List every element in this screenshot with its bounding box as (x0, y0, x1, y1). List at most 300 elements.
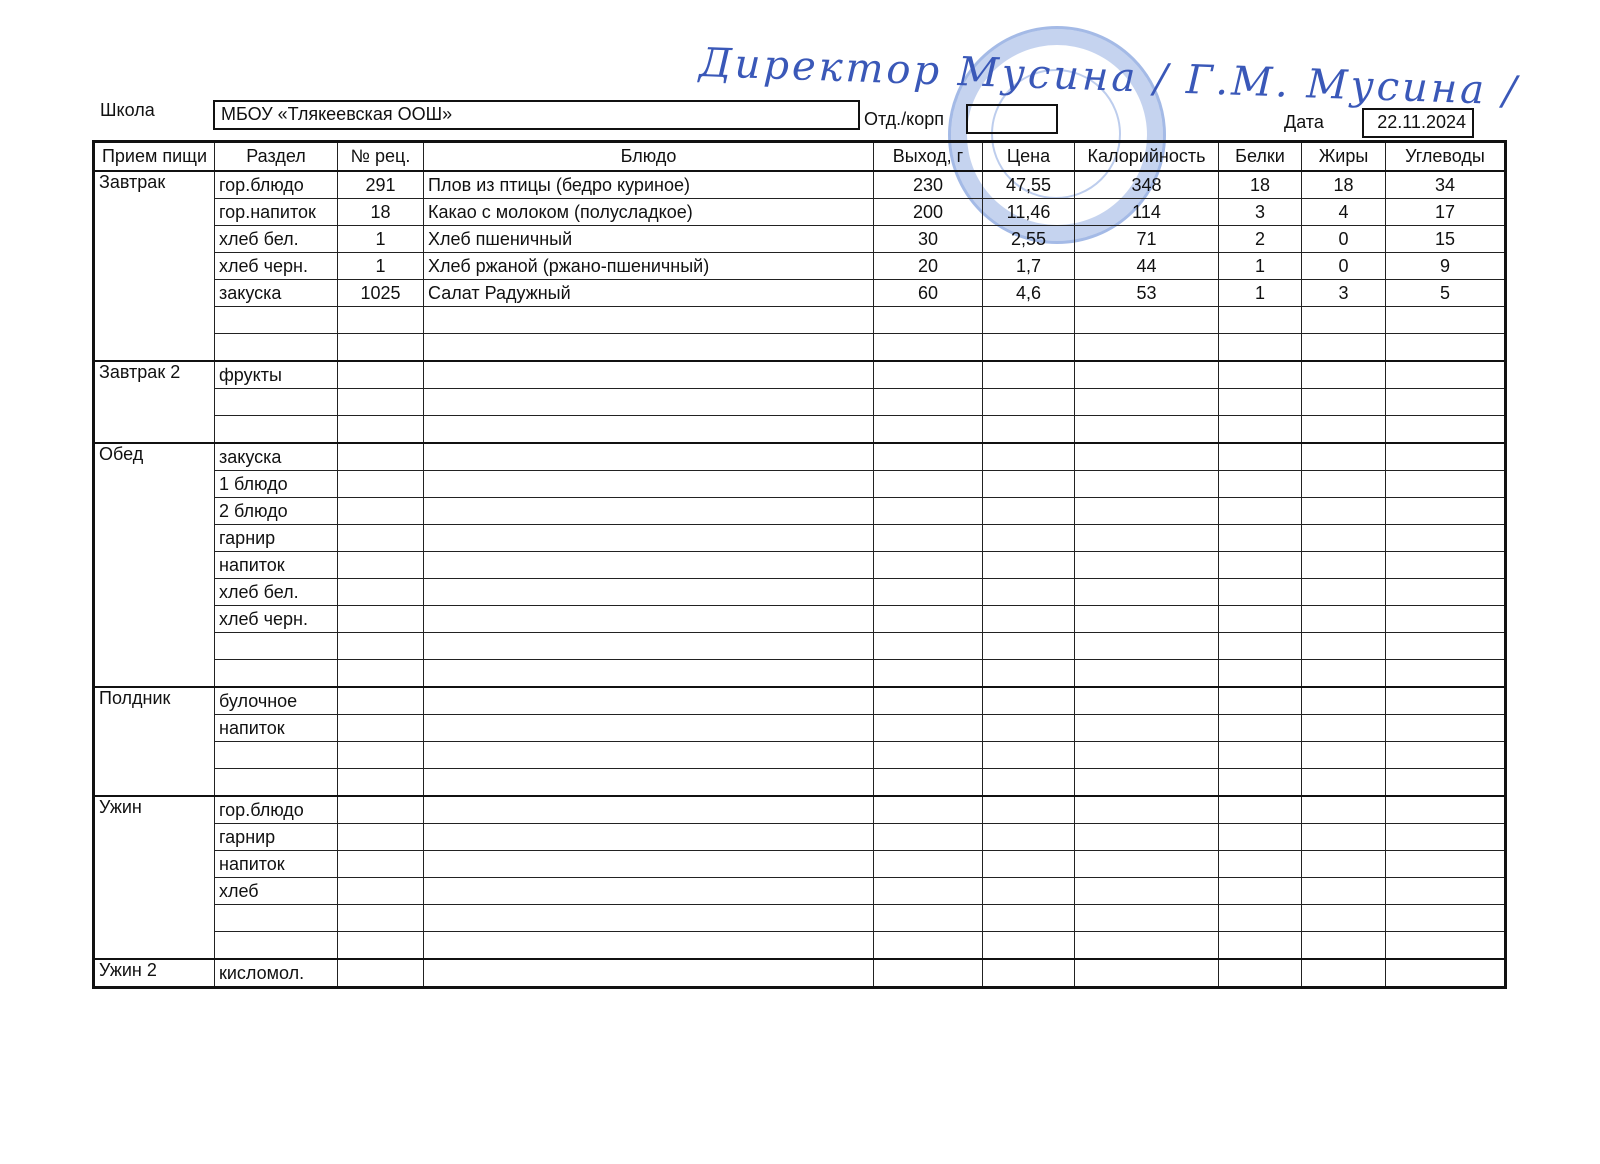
protein-cell (1219, 851, 1302, 878)
fat-cell (1302, 606, 1386, 633)
protein-cell (1219, 552, 1302, 579)
section-cell (215, 334, 338, 362)
table-row (94, 498, 1506, 525)
fat-cell (1302, 715, 1386, 742)
calories-cell (1075, 932, 1219, 960)
dish-cell (424, 334, 874, 362)
price-cell (983, 552, 1075, 579)
yield-cell (874, 443, 983, 471)
table-row (94, 199, 1506, 226)
yield-cell: 200 (874, 199, 983, 226)
section-cell: гарнир (215, 824, 338, 851)
dish-cell: Плов из птицы (бедро куриное) (424, 171, 874, 199)
section-cell (215, 932, 338, 960)
carbs-cell (1386, 715, 1506, 742)
yield-cell (874, 824, 983, 851)
protein-cell: 1 (1219, 253, 1302, 280)
recipe-cell (338, 851, 424, 878)
table-row (94, 606, 1506, 633)
section-cell: кисломол. (215, 959, 338, 988)
fat-cell (1302, 959, 1386, 988)
price-cell (983, 851, 1075, 878)
carbs-cell (1386, 905, 1506, 932)
table-row (94, 525, 1506, 552)
price-cell (983, 769, 1075, 797)
recipe-cell (338, 796, 424, 824)
calories-cell (1075, 471, 1219, 498)
section-cell: напиток (215, 715, 338, 742)
dish-cell (424, 824, 874, 851)
table-row (94, 905, 1506, 932)
recipe-cell (338, 307, 424, 334)
table-row (94, 226, 1506, 253)
fat-cell (1302, 389, 1386, 416)
dish-cell (424, 878, 874, 905)
carbs-cell (1386, 361, 1506, 389)
yield-cell (874, 687, 983, 715)
yield-cell (874, 361, 983, 389)
fat-cell (1302, 633, 1386, 660)
yield-cell (874, 905, 983, 932)
recipe-cell: 18 (338, 199, 424, 226)
school-field[interactable]: МБОУ «Тлякеевская ООШ» (213, 100, 860, 130)
protein-cell: 3 (1219, 199, 1302, 226)
meal-name-cell: Завтрак 2 (94, 361, 215, 443)
price-cell (983, 660, 1075, 688)
yield-cell (874, 416, 983, 444)
carbs-cell: 34 (1386, 171, 1506, 199)
table-row (94, 851, 1506, 878)
calories-cell (1075, 307, 1219, 334)
recipe-cell (338, 416, 424, 444)
calories-cell: 53 (1075, 280, 1219, 307)
section-cell: 1 блюдо (215, 471, 338, 498)
carbs-cell (1386, 389, 1506, 416)
protein-cell (1219, 307, 1302, 334)
yield-cell (874, 471, 983, 498)
calories-cell (1075, 552, 1219, 579)
protein-cell (1219, 443, 1302, 471)
carbs-cell (1386, 498, 1506, 525)
protein-cell (1219, 932, 1302, 960)
price-cell (983, 606, 1075, 633)
price-cell (983, 334, 1075, 362)
carbs-cell (1386, 579, 1506, 606)
yield-cell (874, 742, 983, 769)
calories-cell (1075, 905, 1219, 932)
calories-cell: 71 (1075, 226, 1219, 253)
calories-cell (1075, 715, 1219, 742)
dish-cell: Какао с молоком (полусладкое) (424, 199, 874, 226)
carbs-cell (1386, 932, 1506, 960)
table-row (94, 471, 1506, 498)
section-cell: гарнир (215, 525, 338, 552)
table-row (94, 171, 1506, 199)
recipe-cell (338, 742, 424, 769)
protein-cell: 1 (1219, 280, 1302, 307)
dish-cell (424, 389, 874, 416)
section-cell: закуска (215, 280, 338, 307)
dish-cell (424, 660, 874, 688)
yield-cell (874, 878, 983, 905)
header-section: Раздел (215, 142, 338, 172)
dish-cell (424, 307, 874, 334)
section-cell: булочное (215, 687, 338, 715)
recipe-cell (338, 334, 424, 362)
calories-cell (1075, 334, 1219, 362)
protein-cell (1219, 334, 1302, 362)
section-cell (215, 769, 338, 797)
price-cell: 4,6 (983, 280, 1075, 307)
price-cell: 11,46 (983, 199, 1075, 226)
fat-cell (1302, 552, 1386, 579)
calories-cell (1075, 498, 1219, 525)
calories-cell (1075, 742, 1219, 769)
section-cell: хлеб черн. (215, 606, 338, 633)
yield-cell (874, 660, 983, 688)
yield-cell (874, 633, 983, 660)
yield-cell (874, 715, 983, 742)
header-price: Цена (983, 142, 1075, 172)
yield-cell (874, 606, 983, 633)
carbs-cell (1386, 443, 1506, 471)
table-row (94, 824, 1506, 851)
table-row (94, 878, 1506, 905)
section-cell: хлеб бел. (215, 226, 338, 253)
fat-cell (1302, 687, 1386, 715)
price-cell (983, 579, 1075, 606)
fat-cell (1302, 660, 1386, 688)
carbs-cell (1386, 851, 1506, 878)
fat-cell (1302, 443, 1386, 471)
yield-cell (874, 851, 983, 878)
fat-cell (1302, 796, 1386, 824)
carbs-cell (1386, 307, 1506, 334)
price-cell (983, 796, 1075, 824)
calories-cell (1075, 389, 1219, 416)
fat-cell (1302, 334, 1386, 362)
carbs-cell (1386, 878, 1506, 905)
meal-name-cell: Ужин (94, 796, 215, 959)
price-cell (983, 307, 1075, 334)
calories-cell (1075, 769, 1219, 797)
dish-cell: Салат Радужный (424, 280, 874, 307)
director-signature: Директор Мусина / Г.М. Мусина / (698, 40, 1521, 115)
protein-cell: 18 (1219, 171, 1302, 199)
dish-cell (424, 769, 874, 797)
protein-cell (1219, 389, 1302, 416)
recipe-cell (338, 443, 424, 471)
carbs-cell (1386, 660, 1506, 688)
recipe-cell (338, 660, 424, 688)
recipe-cell: 1 (338, 253, 424, 280)
dish-cell (424, 525, 874, 552)
meal-name-cell: Завтрак (94, 171, 215, 361)
protein-cell (1219, 471, 1302, 498)
dish-cell (424, 742, 874, 769)
section-cell (215, 633, 338, 660)
dish-cell (424, 498, 874, 525)
carbs-cell (1386, 959, 1506, 988)
recipe-cell (338, 552, 424, 579)
dish-cell: Хлеб ржаной (ржано-пшеничный) (424, 253, 874, 280)
table-header-row (94, 142, 1506, 172)
dish-cell (424, 471, 874, 498)
carbs-cell (1386, 633, 1506, 660)
table-row (94, 633, 1506, 660)
price-cell (983, 742, 1075, 769)
calories-cell (1075, 824, 1219, 851)
recipe-cell (338, 498, 424, 525)
price-cell (983, 932, 1075, 960)
dish-cell (424, 796, 874, 824)
carbs-cell (1386, 824, 1506, 851)
meal-name-cell: Обед (94, 443, 215, 687)
protein-cell (1219, 959, 1302, 988)
recipe-cell: 1 (338, 226, 424, 253)
carbs-cell (1386, 796, 1506, 824)
recipe-cell (338, 606, 424, 633)
recipe-cell (338, 769, 424, 797)
dept-label: Отд./корп (864, 109, 944, 129)
price-cell (983, 633, 1075, 660)
calories-cell (1075, 525, 1219, 552)
price-cell (983, 525, 1075, 552)
recipe-cell (338, 878, 424, 905)
meal-name-cell: Полдник (94, 687, 215, 796)
yield-cell (874, 389, 983, 416)
table-row (94, 552, 1506, 579)
recipe-cell (338, 579, 424, 606)
date-field[interactable]: 22.11.2024 (1362, 108, 1474, 138)
dish-cell (424, 715, 874, 742)
fat-cell (1302, 361, 1386, 389)
calories-cell (1075, 606, 1219, 633)
dish-cell (424, 851, 874, 878)
calories-cell (1075, 796, 1219, 824)
recipe-cell (338, 525, 424, 552)
calories-cell: 348 (1075, 171, 1219, 199)
recipe-cell: 1025 (338, 280, 424, 307)
dish-cell (424, 959, 874, 988)
protein-cell (1219, 525, 1302, 552)
header-yield: Выход, г (874, 142, 983, 172)
table-row (94, 389, 1506, 416)
yield-cell (874, 796, 983, 824)
protein-cell (1219, 715, 1302, 742)
carbs-cell (1386, 525, 1506, 552)
carbs-cell (1386, 416, 1506, 444)
price-cell (983, 824, 1075, 851)
header-recipe: № рец. (338, 142, 424, 172)
school-label: Школа (100, 100, 155, 120)
dish-cell (424, 606, 874, 633)
fat-cell: 3 (1302, 280, 1386, 307)
price-cell (983, 498, 1075, 525)
protein-cell (1219, 796, 1302, 824)
price-cell (983, 443, 1075, 471)
protein-cell (1219, 769, 1302, 797)
fat-cell (1302, 307, 1386, 334)
calories-cell (1075, 687, 1219, 715)
section-cell: гор.блюдо (215, 796, 338, 824)
dish-cell (424, 633, 874, 660)
header-carbs: Углеводы (1386, 142, 1506, 172)
table-row (94, 796, 1506, 824)
carbs-cell (1386, 471, 1506, 498)
price-cell (983, 687, 1075, 715)
fat-cell (1302, 851, 1386, 878)
fat-cell (1302, 769, 1386, 797)
section-cell (215, 660, 338, 688)
table-row (94, 443, 1506, 471)
table-row (94, 715, 1506, 742)
fat-cell: 18 (1302, 171, 1386, 199)
menu-table-body (94, 171, 1506, 988)
protein-cell (1219, 824, 1302, 851)
section-cell (215, 742, 338, 769)
yield-cell: 230 (874, 171, 983, 199)
dish-cell (424, 552, 874, 579)
fat-cell (1302, 498, 1386, 525)
dish-cell (424, 416, 874, 444)
yield-cell: 30 (874, 226, 983, 253)
calories-cell (1075, 959, 1219, 988)
section-cell: напиток (215, 851, 338, 878)
fat-cell: 0 (1302, 226, 1386, 253)
table-row (94, 932, 1506, 960)
protein-cell (1219, 606, 1302, 633)
fat-cell (1302, 416, 1386, 444)
dish-cell (424, 579, 874, 606)
protein-cell (1219, 633, 1302, 660)
date-label: Дата (1284, 112, 1324, 132)
price-cell (983, 361, 1075, 389)
section-cell: 2 блюдо (215, 498, 338, 525)
section-cell (215, 905, 338, 932)
recipe-cell (338, 715, 424, 742)
recipe-cell (338, 905, 424, 932)
carbs-cell (1386, 742, 1506, 769)
dish-cell (424, 443, 874, 471)
protein-cell: 2 (1219, 226, 1302, 253)
yield-cell (874, 525, 983, 552)
fat-cell (1302, 471, 1386, 498)
meal-name-cell: Ужин 2 (94, 959, 215, 988)
calories-cell (1075, 443, 1219, 471)
header-meal: Прием пищи (94, 142, 215, 172)
menu-table (92, 140, 1507, 989)
protein-cell (1219, 579, 1302, 606)
recipe-cell (338, 633, 424, 660)
calories-cell (1075, 579, 1219, 606)
table-row (94, 416, 1506, 444)
protein-cell (1219, 660, 1302, 688)
protein-cell (1219, 742, 1302, 769)
price-cell (983, 905, 1075, 932)
section-cell: фрукты (215, 361, 338, 389)
table-row (94, 687, 1506, 715)
yield-cell (874, 307, 983, 334)
fat-cell (1302, 742, 1386, 769)
price-cell: 2,55 (983, 226, 1075, 253)
dish-cell: Хлеб пшеничный (424, 226, 874, 253)
dept-field[interactable] (966, 104, 1058, 134)
recipe-cell (338, 471, 424, 498)
yield-cell: 20 (874, 253, 983, 280)
section-cell: гор.блюдо (215, 171, 338, 199)
fat-cell (1302, 824, 1386, 851)
carbs-cell (1386, 334, 1506, 362)
price-cell: 47,55 (983, 171, 1075, 199)
carbs-cell (1386, 552, 1506, 579)
table-row (94, 579, 1506, 606)
carbs-cell: 15 (1386, 226, 1506, 253)
section-cell: хлеб черн. (215, 253, 338, 280)
fat-cell (1302, 932, 1386, 960)
protein-cell (1219, 878, 1302, 905)
dish-cell (424, 361, 874, 389)
calories-cell (1075, 851, 1219, 878)
table-row (94, 307, 1506, 334)
section-cell: закуска (215, 443, 338, 471)
table-row (94, 660, 1506, 688)
carbs-cell: 9 (1386, 253, 1506, 280)
table-row (94, 280, 1506, 307)
calories-cell (1075, 416, 1219, 444)
fat-cell (1302, 878, 1386, 905)
price-cell (983, 878, 1075, 905)
price-cell (983, 416, 1075, 444)
recipe-cell (338, 824, 424, 851)
calories-cell: 44 (1075, 253, 1219, 280)
calories-cell (1075, 878, 1219, 905)
protein-cell (1219, 416, 1302, 444)
section-cell (215, 416, 338, 444)
fat-cell (1302, 579, 1386, 606)
table-row (94, 361, 1506, 389)
section-cell: хлеб (215, 878, 338, 905)
fat-cell (1302, 525, 1386, 552)
price-cell (983, 715, 1075, 742)
table-row (94, 742, 1506, 769)
dish-cell (424, 905, 874, 932)
dish-cell (424, 932, 874, 960)
section-cell: хлеб бел. (215, 579, 338, 606)
protein-cell (1219, 905, 1302, 932)
yield-cell (874, 498, 983, 525)
header-protein: Белки (1219, 142, 1302, 172)
carbs-cell: 5 (1386, 280, 1506, 307)
recipe-cell (338, 959, 424, 988)
carbs-cell (1386, 606, 1506, 633)
section-cell: гор.напиток (215, 199, 338, 226)
table-row (94, 959, 1506, 988)
yield-cell (874, 769, 983, 797)
carbs-cell (1386, 769, 1506, 797)
fat-cell: 4 (1302, 199, 1386, 226)
section-cell (215, 389, 338, 416)
fat-cell (1302, 905, 1386, 932)
recipe-cell: 291 (338, 171, 424, 199)
table-row (94, 769, 1506, 797)
header-calories: Калорийность (1075, 142, 1219, 172)
calories-cell (1075, 660, 1219, 688)
yield-cell: 60 (874, 280, 983, 307)
yield-cell (874, 579, 983, 606)
protein-cell (1219, 498, 1302, 525)
price-cell (983, 959, 1075, 988)
